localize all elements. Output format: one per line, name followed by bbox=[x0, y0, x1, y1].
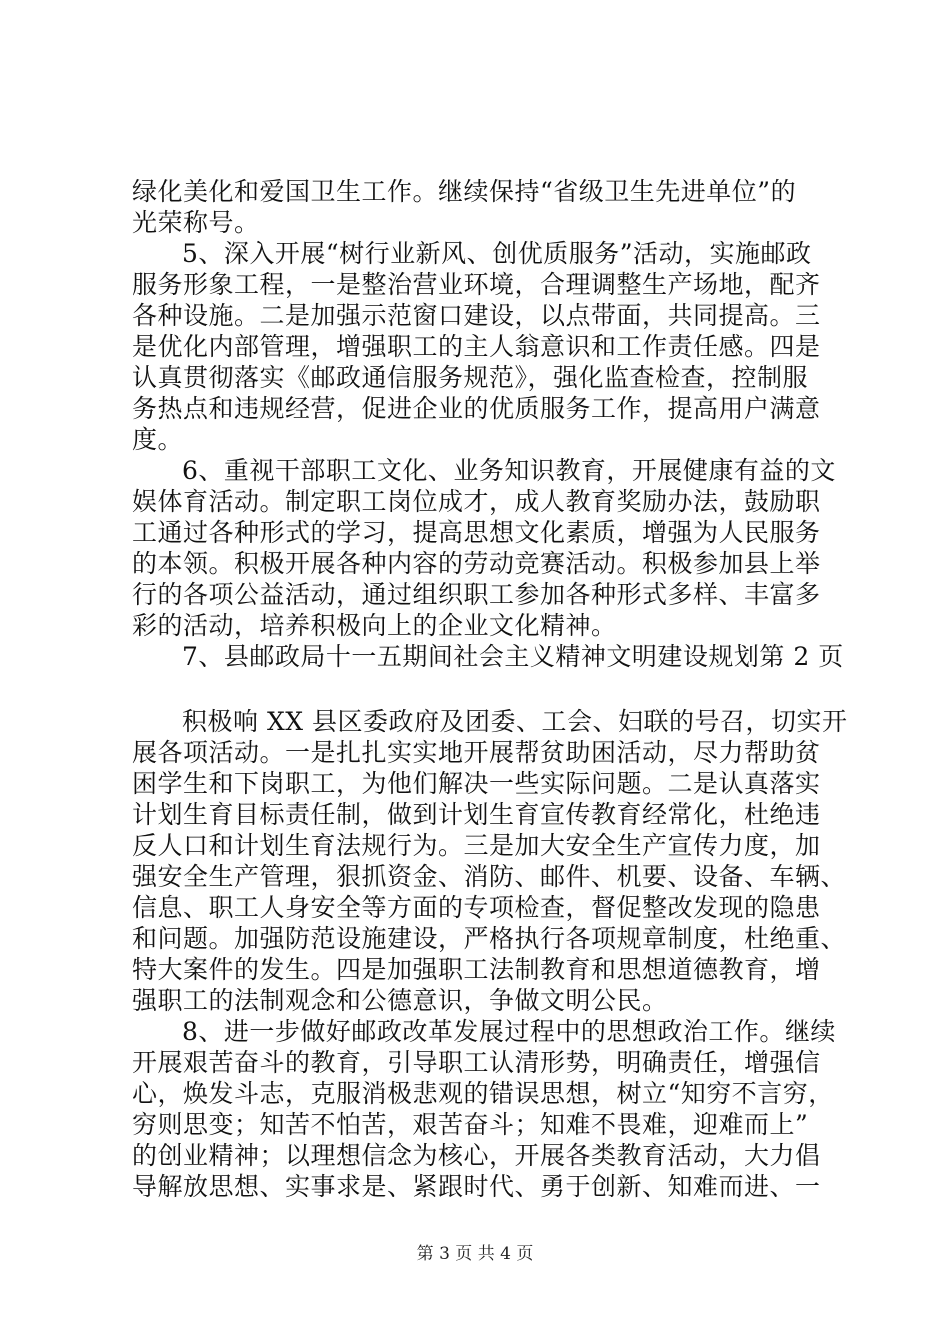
text-line: 导解放思想、实事求是、紧跟时代、勇于创新、知难而进、一 bbox=[132, 1172, 821, 1201]
text-block-2 bbox=[132, 706, 848, 1202]
page-footer: 第 3 页 共 4 页 bbox=[416, 1244, 534, 1264]
text-line: 认真贯彻落实《邮政通信服务规范》，强化监查检查，控制服 bbox=[132, 363, 809, 392]
text-line: 特大案件的发生。四是加强职工法制教育和思想道德教育，增 bbox=[132, 955, 821, 984]
text-line: 7、县邮政局十一五期间社会主义精神文明建设规划第 2 页 bbox=[182, 642, 844, 671]
text-line: 工通过各种形式的学习，提高思想文化素质，增强为人民服务 bbox=[132, 518, 821, 547]
text-line: 展各项活动。一是扎扎实实地开展帮贫助困活动，尽力帮助贫 bbox=[132, 738, 821, 767]
text-line: 困学生和下岗职工，为他们解决一些实际问题。二是认真落实 bbox=[132, 769, 821, 798]
text-line: 绿化美化和爱国卫生工作。继续保持“省级卫生先进单位”的 bbox=[132, 177, 797, 206]
text-line: 穷则思变；知苦不怕苦，艰苦奋斗；知难不畏难，迎难而上” bbox=[132, 1110, 809, 1139]
text-line: 强职工的法制观念和公德意识，争做文明公民。 bbox=[132, 986, 668, 1015]
page-break-gap bbox=[132, 672, 828, 706]
text-line: 度。 bbox=[132, 425, 184, 454]
text-line: 是优化内部管理，增强职工的主人翁意识和工作责任感。四是 bbox=[132, 332, 821, 361]
text-line: 各种设施。二是加强示范窗口建设，以点带面，共同提高。三 bbox=[132, 301, 821, 330]
text-line: 5、深入开展“树行业新风、创优质服务”活动，实施邮政 bbox=[182, 239, 812, 268]
text-line: 心，焕发斗志，克服消极悲观的错误思想，树立“知穷不言穷， bbox=[132, 1079, 834, 1108]
text-line: 计划生育目标责任制，做到计划生育宣传教育经常化，杜绝违 bbox=[132, 800, 821, 829]
text-line: 务热点和违规经营，促进企业的优质服务工作，提高用户满意 bbox=[132, 394, 821, 423]
text-line: 服务形象工程，一是整治营业环境，合理调整生产场地，配齐 bbox=[132, 270, 821, 299]
text-line: 开展艰苦奋斗的教育，引导职工认清形势，明确责任，增强信 bbox=[132, 1048, 821, 1077]
text-line: 行的各项公益活动，通过组织职工参加各种形式多样、丰富多 bbox=[132, 580, 821, 609]
text-line: 彩的活动，培养积极向上的企业文化精神。 bbox=[132, 611, 617, 640]
text-line: 娱体育活动。制定职工岗位成才，成人教育奖励办法，鼓励职 bbox=[132, 487, 821, 516]
text-line: 光荣称号。 bbox=[132, 208, 260, 237]
text-block-1 bbox=[132, 176, 844, 672]
text-line: 8、进一步做好邮政改革发展过程中的思想政治工作。继续 bbox=[182, 1017, 836, 1046]
text-line: 和问题。加强防范设施建设，严格执行各项规章制度，杜绝重、 bbox=[132, 924, 847, 953]
text-line: 6、重视干部职工文化、业务知识教育，开展健康有益的文 bbox=[182, 456, 836, 485]
text-line: 的本领。积极开展各种内容的劳动竞赛活动。积极参加县上举 bbox=[132, 549, 821, 578]
text-line: 反人口和计划生育法规行为。三是加大安全生产宣传力度，加 bbox=[132, 831, 821, 860]
text-line: 积极响 XX 县区委政府及团委、工会、妇联的号召，切实开 bbox=[182, 707, 848, 736]
text-line: 的创业精神；以理想信念为核心，开展各类教育活动，大力倡 bbox=[132, 1141, 821, 1170]
text-line: 强安全生产管理，狠抓资金、消防、邮件、机要、设备、车辆、 bbox=[132, 862, 847, 891]
text-line: 信息、职工人身安全等方面的专项检查，督促整改发现的隐患 bbox=[132, 893, 821, 922]
document-body bbox=[132, 176, 848, 1202]
